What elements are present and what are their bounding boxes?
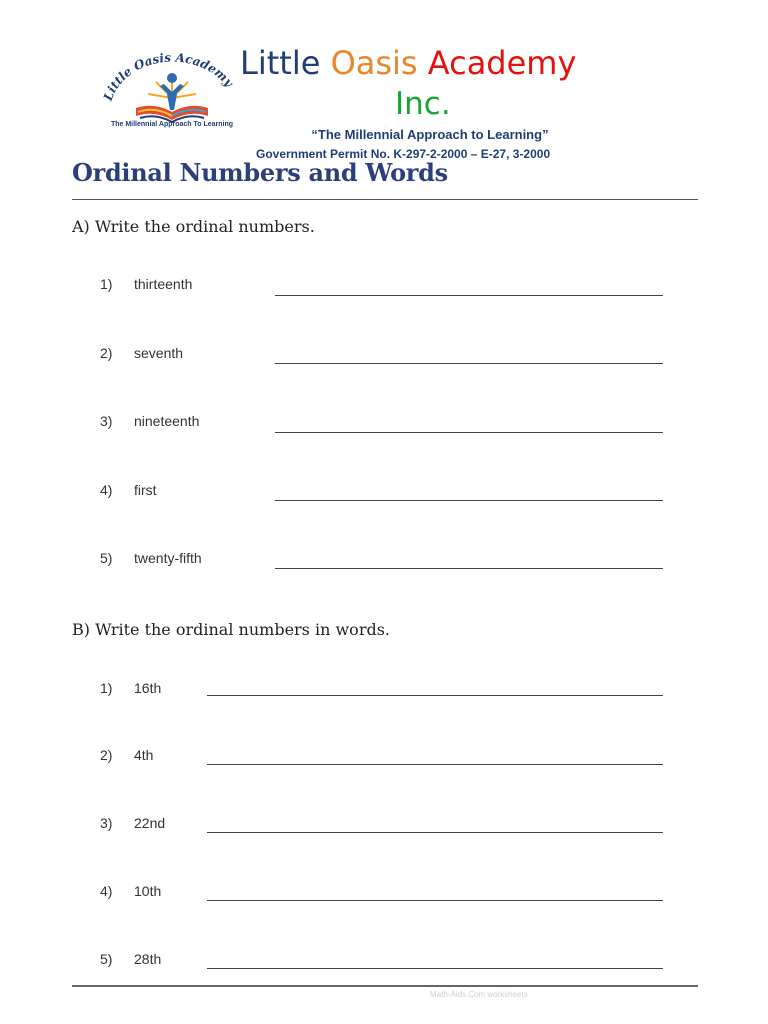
section-b-item-num: 4) (100, 883, 113, 899)
section-b-item-word: 10th (134, 883, 162, 899)
section-a-item-num: 3) (100, 413, 113, 429)
brand-word-inc: Inc. (395, 86, 451, 122)
answer-line[interactable] (275, 295, 663, 296)
answer-line[interactable] (275, 432, 663, 433)
title-divider (72, 199, 698, 200)
tagline: “The Millennial Approach to Learning” (311, 127, 549, 142)
section-b-item-word: 16th (134, 680, 162, 696)
answer-line[interactable] (275, 363, 663, 364)
logo-caption: The Millennial Approach To Learning (110, 121, 234, 128)
section-b-item-num: 1) (100, 680, 113, 696)
answer-line[interactable] (207, 764, 663, 765)
bottom-divider (72, 985, 698, 987)
section-b-heading: B) Write the ordinal numbers in words. (72, 620, 390, 639)
answer-line[interactable] (207, 968, 663, 969)
section-b-item-word: 22nd (134, 815, 166, 831)
brand-name (240, 44, 576, 82)
svg-text:Little Oasis Academy: Little Oasis Academy (100, 50, 237, 103)
cropped-permit-line: Government Permit No. K-297-2-2000 – E-27, 3-2000 (256, 147, 551, 161)
section-a-item-word: thirteenth (134, 276, 193, 292)
section-a-item-num: 4) (100, 482, 113, 498)
section-b-item-num: 5) (100, 951, 113, 967)
section-a-heading: A) Write the ordinal numbers. (72, 217, 315, 236)
section-a-item-word: nineteenth (134, 413, 200, 429)
section-a-item-num: 1) (100, 276, 113, 292)
brand-word-little: Little (240, 44, 321, 82)
section-a-item-word: seventh (134, 345, 184, 361)
answer-line[interactable] (207, 900, 663, 901)
answer-line[interactable] (275, 500, 663, 501)
footer-credit: Math-Aids.Com worksheets (430, 990, 528, 999)
section-b-item-num: 3) (100, 815, 113, 831)
section-b-item-word: 4th (134, 747, 154, 763)
answer-line[interactable] (207, 695, 663, 696)
section-a-item-word: twenty-fifth (134, 550, 202, 566)
section-a-item-num: 2) (100, 345, 113, 361)
worksheet-title: Ordinal Numbers and Words (72, 158, 448, 187)
brand-word-academy: Academy (427, 44, 577, 82)
section-b-item-num: 2) (100, 747, 113, 763)
section-a-item-word: first (134, 482, 157, 498)
section-a-item-num: 5) (100, 550, 113, 566)
brand-word-oasis: Oasis (330, 44, 418, 82)
answer-line[interactable] (275, 568, 663, 569)
section-b-item-word: 28th (134, 951, 162, 967)
answer-line[interactable] (207, 832, 663, 833)
